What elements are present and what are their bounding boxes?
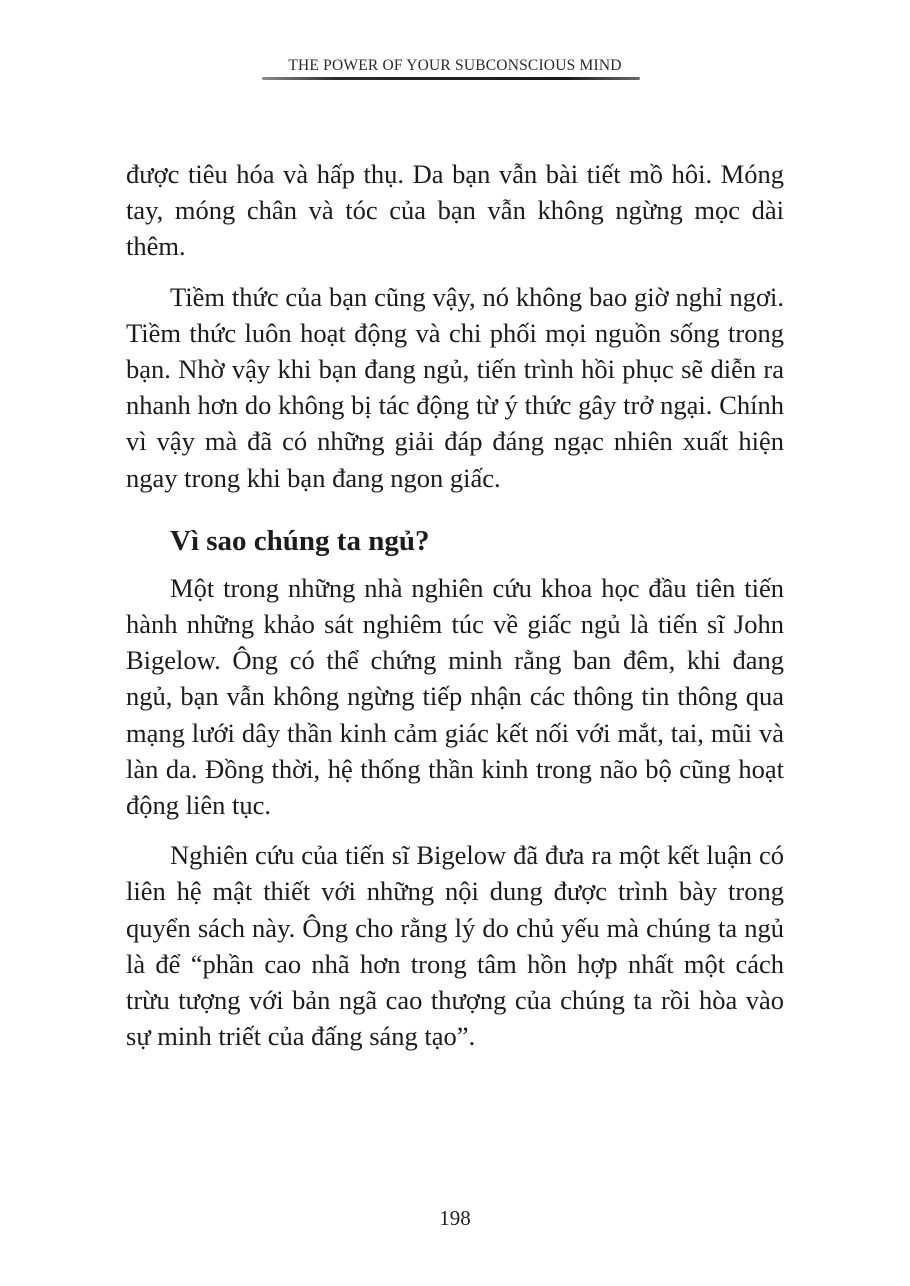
paragraph-bigelow-research: Một trong những nhà nghiên cứu khoa học đầu tiên tiến hành những khảo sát nghiêm túc về giấc ngủ là tiến sĩ John Bigelow. Ông có thể chứng minh rằng ban đêm, khi đang ngủ, bạn vẫn không ngừng tiếp nhận các thông tin thông qua mạng lưới dây thần kinh cảm giác kết nối với mắt, tai, mũi và làn da. Đồng thời, hệ thống thần kinh trong não bộ cũng hoạt động liên tục. (126, 572, 784, 821)
running-header: THE POWER OF YOUR SUBCONSCIOUS MIND (288, 57, 622, 74)
section-heading: Vì sao chúng ta ngủ? (170, 524, 430, 557)
page-body (126, 156, 784, 1068)
page-number: 198 (439, 1206, 471, 1230)
paragraph-subconscious: Tiềm thức của bạn cũng vậy, nó không bao giờ nghỉ ngơi. Tiềm thức luôn hoạt động và chi phối mọi nguồn sống trong bạn. Nhờ vậy khi bạn đang ngủ, tiến trình hồi phục sẽ diễn ra nhanh hơn do không bị tác động từ ý thức gây trở ngại. Chính vì vậy mà đã có những giải đáp đáng ngạc nhiên xuất hiện ngay trong khi bạn đang ngon giấc. (126, 281, 784, 493)
paragraph-bigelow-conclusion: Nghiên cứu của tiến sĩ Bigelow đã đưa ra một kết luận có liên hệ mật thiết với những nội dung được trình bày trong quyển sách này. Ông cho rằng lý do chủ yếu mà chúng ta ngủ là để “phần cao nhã hơn trong tâm hồn hợp nhất một cách trừu tượng với bản ngã cao thượng của chúng ta rồi hòa vào sự minh triết của đấng sáng tạo”. (126, 840, 784, 1052)
header-rule (262, 77, 640, 80)
paragraph-continuation: được tiêu hóa và hấp thụ. Da bạn vẫn bài tiết mồ hôi. Móng tay, móng chân và tóc của bạn vẫn không ngừng mọc dài thêm. (126, 159, 784, 262)
